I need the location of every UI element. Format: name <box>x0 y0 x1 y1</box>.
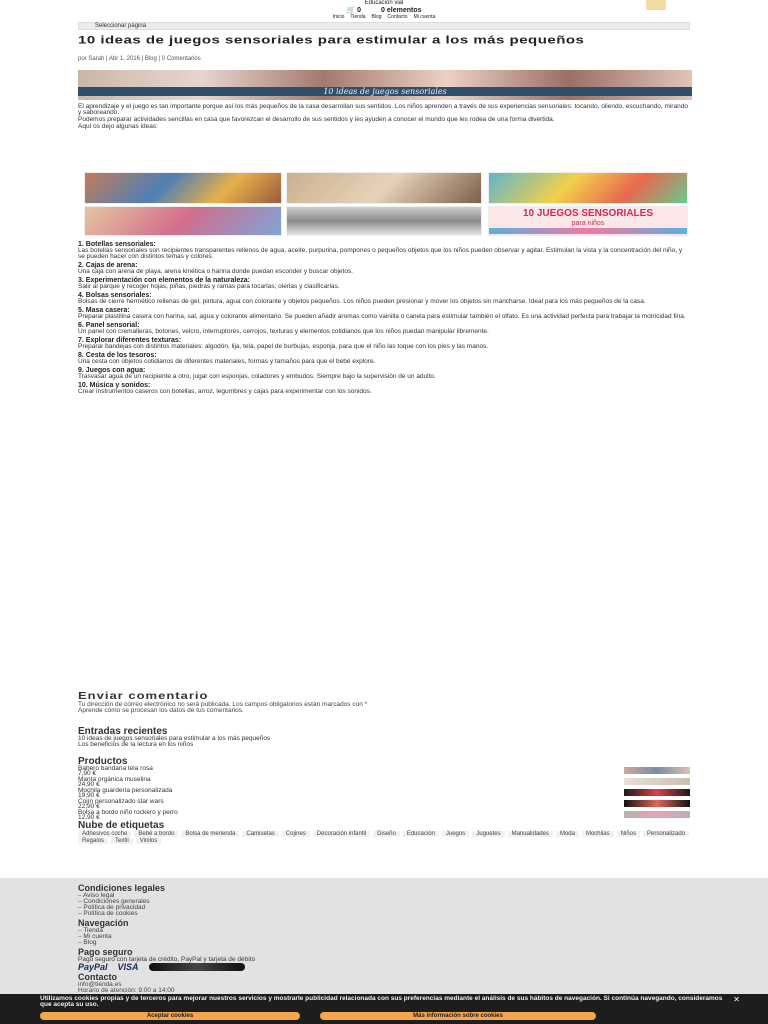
product-thumbnail[interactable] <box>624 767 690 774</box>
product-item[interactable] <box>78 788 690 799</box>
tag-link[interactable]: Personalizado <box>643 831 689 837</box>
section-heading: 9. Juegos con agua: <box>78 367 146 374</box>
payment-logos <box>78 963 690 971</box>
tag-link[interactable]: Moda <box>556 831 579 837</box>
comment-note: Tu dirección de correo electrónico no será publicada. Los campos obligatorios están marcados con * <box>78 701 368 708</box>
products-widget <box>78 758 690 821</box>
section-heading: 8. Cesta de los tesoros: <box>78 352 157 359</box>
section-text: Una caja con arena de playa, arena kinética o harina donde puedan esconder y buscar objetos. <box>78 268 353 275</box>
gallery-image[interactable] <box>84 172 282 204</box>
section-text: Preparar bandejas con distintos materiales: algodón, lija, tela, papel de burbujas, esponja, para que el niño las toque con los pies y las manos. <box>78 343 489 350</box>
site-footer <box>0 878 768 994</box>
tag-link[interactable]: Textil <box>111 838 133 844</box>
product-price: 24,90 € <box>78 781 100 788</box>
contact-line: Horario de atención: 9:00 a 14:00 <box>78 987 175 994</box>
close-icon[interactable]: ✕ <box>733 995 740 1004</box>
product-price: 7,90 € <box>78 770 97 777</box>
gallery-image[interactable] <box>488 206 688 236</box>
sub-nav-item[interactable]: Contacto <box>387 14 408 20</box>
product-thumbnail[interactable] <box>624 778 690 785</box>
section-text: Trasvasar agua de un recipiente a otro, jugar con esponjas, coladores y embudos. Siempre bajo la supervisión de un adulto. <box>78 373 436 380</box>
recent-post-link[interactable]: Los beneficios de la lectura en los niños <box>78 741 194 748</box>
cookie-banner <box>0 994 768 1024</box>
section-text: Las botellas sensoriales son recipientes transparentes rellenos de agua, aceite, purpurina, pompones o pequeños objetos que los niños pueden observar y agitar. Estimulan la vista y la concentración del niño, y se pueden hacer con distintos temas y colores. <box>78 247 683 260</box>
page-select-dropdown[interactable]: Seleccionar página <box>78 22 690 30</box>
tag-link[interactable]: Educación <box>403 831 439 837</box>
article-intro <box>78 104 690 131</box>
sub-nav <box>78 14 690 21</box>
footer-legal-heading: Condiciones legales <box>78 883 166 893</box>
section-heading: 6. Panel sensorial: <box>78 322 140 329</box>
article-paragraph: Podemos preparar actividades sencillas en casa que favorezcan el desarrollo de sus sentidos y les ayuden a conocer el mundo que les rodea de una forma divertida. <box>78 116 555 123</box>
site-header <box>78 0 690 22</box>
product-name[interactable]: Manta orgánica muselina <box>78 776 151 783</box>
payment-text: Pago seguro con tarjeta de crédito, PayPal y tarjeta de débito <box>78 956 256 963</box>
tag-cloud <box>78 831 690 844</box>
cart-row <box>78 7 690 14</box>
section-heading: 2. Cajas de arena: <box>78 262 138 269</box>
recent-posts-widget <box>78 728 690 748</box>
tag-link[interactable]: Decoración infantil <box>313 831 370 837</box>
footer-legal-list <box>78 893 690 917</box>
footer-pay-heading: Pago seguro <box>78 947 133 957</box>
product-price: 19,90 € <box>78 792 100 799</box>
product-thumbnail[interactable] <box>624 800 690 807</box>
section-heading: 10. Música y sonidos: <box>78 382 151 389</box>
tag-link[interactable]: Regalos <box>78 838 108 844</box>
post-meta: por Sarah | Abr 1, 2016 | Blog | 0 Comentarios <box>78 56 201 62</box>
gallery-image[interactable] <box>286 206 482 236</box>
footer-nav-heading: Navegación <box>78 918 129 928</box>
products-heading: Productos <box>78 756 128 767</box>
article-section <box>78 307 690 320</box>
product-name[interactable]: Cojín personalizado star wars <box>78 798 164 805</box>
sub-nav-item[interactable]: Blog <box>371 14 382 20</box>
footer-nav-list <box>78 928 690 946</box>
recent-post-link[interactable]: 10 ideas de juegos sensoriales para estimular a los más pequeños <box>78 735 271 742</box>
cart-count: 0 <box>357 7 362 14</box>
section-text: Preparar plastilina casera con harina, sal, agua y colorante alimentario. Se pueden añadir aromas como vainilla o canela para estimular también el olfato. Es una actividad perfecta para trabajar la motricidad fina. <box>78 313 686 320</box>
tag-link[interactable]: Camisetas <box>242 831 278 837</box>
article-section <box>78 322 690 335</box>
footer-link[interactable]: – Blog <box>78 940 690 946</box>
article-section <box>78 262 690 275</box>
top-nav <box>78 0 690 7</box>
nav-item-educacion-vial[interactable]: Educación vial <box>364 0 404 6</box>
comment-section <box>78 689 690 714</box>
article-section <box>78 367 690 380</box>
section-text: Un panel con cremalleras, botones, velcro, interruptores, cerrojos, texturas y elementos cotidianos que los niños puedan manipular libremente. <box>78 328 489 335</box>
section-heading: 5. Masa casera: <box>78 307 130 314</box>
product-price: 12,90 € <box>78 814 100 821</box>
tag-link[interactable]: Juguetes <box>472 831 504 837</box>
sub-nav-item[interactable]: Tienda <box>350 14 366 20</box>
footer-contact-heading: Contacto <box>78 972 117 982</box>
tag-link[interactable]: Manualidades <box>508 831 553 837</box>
comment-heading: Enviar comentario <box>78 689 209 702</box>
section-heading: 1. Botellas sensoriales: <box>78 241 156 248</box>
product-thumbnail[interactable] <box>624 811 690 818</box>
image-gallery <box>84 172 692 238</box>
product-name[interactable]: Babero bandana tela rosa <box>78 765 153 772</box>
mastercard-logo <box>149 963 245 971</box>
contact-line[interactable]: info@tienda.es <box>78 981 122 988</box>
tag-link[interactable]: Adhesivos coche <box>78 831 131 837</box>
section-text: Bolsas de cierre hermético rellenas de gel, pintura, agua con colorante y objetos pequeños. Los niños pueden presionar y mover los objetos sin mancharse. Ideal para los más pequeños de la casa. <box>78 298 646 305</box>
gallery-band <box>489 228 687 234</box>
cart-items-label[interactable]: 0 elementos <box>381 7 422 14</box>
section-text: Salir al parque y recoger hojas, piñas, piedras y ramas para tocarlas, olerlas y clasificarlas. <box>78 283 340 290</box>
section-text: Crear instrumentos caseros con botellas, arroz, legumbres y cajas para experimentar con los sonidos. <box>78 388 372 395</box>
tag-cloud-heading: Nube de etiquetas <box>78 820 165 831</box>
product-name[interactable]: Mochila guardería personalizada <box>78 787 173 794</box>
footer-link[interactable]: – Condiciones generales <box>78 899 690 905</box>
hero-image <box>78 70 692 100</box>
tag-link[interactable]: Bolsa de merienda <box>181 831 239 837</box>
paypal-logo: PayPal <box>78 962 108 972</box>
footer-link[interactable]: – Política de cookies <box>78 911 690 917</box>
footer-content <box>78 882 690 994</box>
visa-logo: VISA <box>117 962 139 972</box>
post-title: 10 ideas de juegos sensoriales para estimular a los más pequeños <box>78 33 585 47</box>
footer-link[interactable]: – Mi cuenta <box>78 934 690 940</box>
product-name[interactable]: Bolsa a bordo niño rockero y perro <box>78 809 178 816</box>
gallery-image[interactable] <box>488 172 688 204</box>
cookie-text: Utilizamos cookies propias y de terceros para mejorar nuestros servicios y mostrarle publicidad relacionada con sus preferencias mediante el análisis de sus hábitos de navegación. Si continúa navegando, consideramos que acepta su uso. <box>40 995 723 1008</box>
article-section <box>78 337 690 350</box>
recent-posts-heading: Entradas recientes <box>78 726 168 737</box>
article-section <box>78 277 690 290</box>
footer-link[interactable]: – Aviso legal <box>78 893 690 899</box>
sub-nav-item[interactable]: Inicio <box>332 14 345 20</box>
article-paragraph: Aquí os dejo algunas ideas: <box>78 123 158 130</box>
tag-link[interactable]: Mochilas <box>582 831 614 837</box>
gallery-subcaption: para niños <box>571 220 605 227</box>
cookie-info-button[interactable]: Más información sobre cookies <box>320 1012 596 1020</box>
gallery-caption: 10 JUEGOS SENSORIALES <box>522 208 654 219</box>
article-paragraph: El aprendizaje y el juego es tan importante porque así los más pequeños de la casa desarrollan sus sentidos. Los niños aprenden a través de sus experiencias sensoriales: tocando, oliendo, escuchando, mirando y saboreando. <box>78 103 688 116</box>
footer-contact <box>78 973 690 994</box>
accept-cookies-button[interactable]: Aceptar cookies <box>40 1012 300 1020</box>
article-section <box>78 382 690 395</box>
tag-link[interactable]: Bebé a bordo <box>134 831 178 837</box>
tag-link[interactable]: Cojines <box>282 831 310 837</box>
article-body <box>78 240 690 397</box>
tag-cloud-widget <box>78 822 690 844</box>
gallery-image[interactable] <box>84 206 282 236</box>
product-thumbnail[interactable] <box>624 789 690 796</box>
hero-banner-text: 10 ideas de juegos sensoriales <box>78 87 692 96</box>
footer-link[interactable]: – Tienda <box>78 928 690 934</box>
product-price: 22,90 € <box>78 803 100 810</box>
article-section <box>78 352 690 365</box>
tag-link[interactable]: Niños <box>617 831 640 837</box>
footer-link[interactable]: – Política de privacidad <box>78 905 690 911</box>
article-section <box>78 241 690 260</box>
tag-link[interactable]: Juegos <box>442 831 469 837</box>
section-text: Una cesta con objetos cotidianos de diferentes materiales, formas y tamaños para que el bebé explore. <box>78 358 376 365</box>
section-heading: 7. Explorar diferentes texturas: <box>78 337 182 344</box>
tag-link[interactable]: Diseño <box>373 831 400 837</box>
sub-nav-item[interactable]: Mi cuenta <box>413 14 436 20</box>
tag-link[interactable]: Vinilos <box>136 838 162 844</box>
section-heading: 3. Experimentación con elementos de la naturaleza: <box>78 277 250 284</box>
cart-badge[interactable] <box>646 0 666 10</box>
product-item[interactable] <box>78 810 690 821</box>
section-heading: 4. Bolsas sensoriales: <box>78 292 152 299</box>
cart-icon[interactable]: 🛒 0 <box>346 7 362 14</box>
product-item[interactable] <box>78 766 690 777</box>
comment-privacy-link[interactable]: Aprende cómo se procesan los datos de tus comentarios. <box>78 707 244 714</box>
gallery-image[interactable] <box>286 172 482 204</box>
article-section <box>78 292 690 305</box>
